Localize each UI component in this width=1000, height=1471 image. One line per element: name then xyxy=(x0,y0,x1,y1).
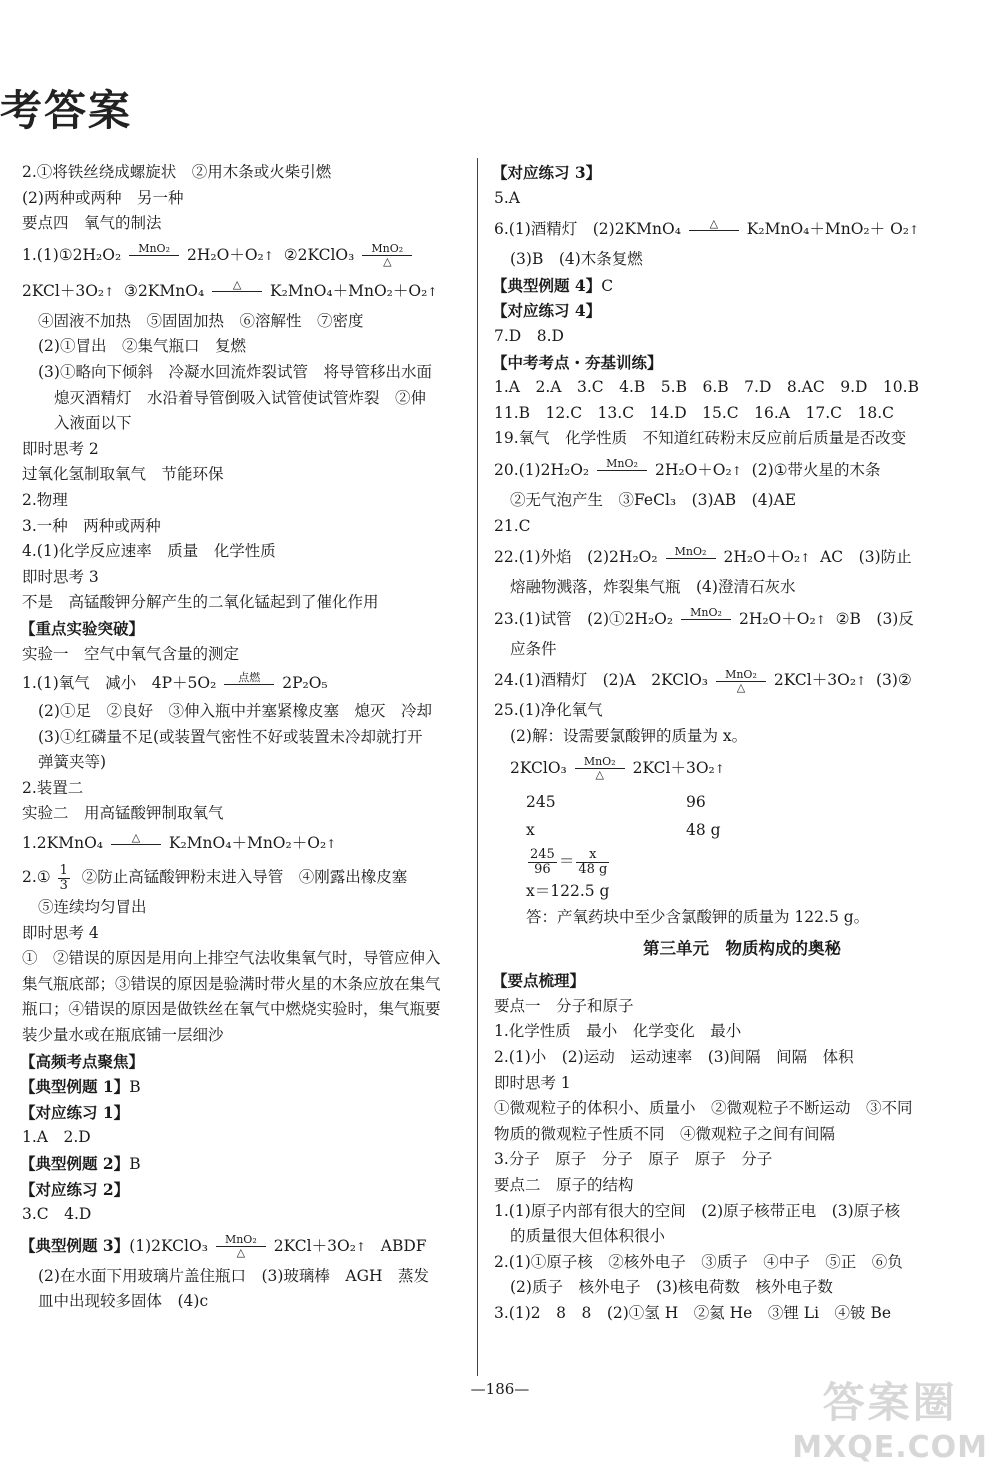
section-heading: 【对应练习 1】 xyxy=(20,1102,130,1122)
answer-line: 5.A xyxy=(494,188,520,207)
answer-line: 4.(1)化学反应速率 质量 化学性质 xyxy=(22,542,276,561)
answer-line: 7.D 8.D xyxy=(494,326,564,345)
answer-line: 应条件 xyxy=(510,639,557,658)
reaction-arrow: 点燃 xyxy=(224,672,274,697)
answer-line: 2.① $\frac{1}{3}$ ②防止高锰酸钾粉末进入导管 ④刚露出橡皮塞 xyxy=(22,862,408,893)
column-divider xyxy=(477,158,478,1376)
equation-line: 【典型例题 3】(1)2KClO₃ MnO₂ △ 2KCl＋3O₂↑ ABDF xyxy=(20,1233,427,1260)
answer-line: 入液面以下 xyxy=(54,414,132,433)
fraction: $\frac{245}{96}$ xyxy=(530,846,555,877)
reaction-arrow: MnO₂ △ xyxy=(362,243,412,268)
equation-line: 2KCl＋3O₂↑ ③2KMnO₄ △ K₂MnO₄＋MnO₂＋O₂↑ xyxy=(20,273,465,309)
page-number: —186— xyxy=(470,1380,530,1398)
unit-heading: 第三单元 物质构成的奥秘 xyxy=(643,939,841,959)
answer-line: (2)质子 核外电子 (3)核电荷数 核外电子数 xyxy=(510,1278,833,1297)
answer-line: 瓶口；④错误的原因是做铁丝在氧气中燃烧实验时，集气瓶要 xyxy=(22,1000,441,1019)
section-heading: 【对应练习 4】 xyxy=(492,301,602,321)
answer-line: 11.B 12.C 13.C 14.D 15.C 16.A 17.C 18.C xyxy=(494,403,895,422)
answer-line: 19.氧气 化学性质 不知道红砖粉末反应前后质量是否改变 xyxy=(494,429,907,448)
equation-line: 23.(1)试管 (2)①2H₂O₂ MnO₂ 2H₂O＋O₂↑ ②B (3)反 xyxy=(492,601,992,637)
answer-line: 装少量水或在瓶底铺一层细沙 xyxy=(22,1026,224,1045)
answer-line: (2)①足 ②良好 ③伸入瓶中并塞紧橡皮塞 熄灭 冷却 xyxy=(38,702,432,721)
answer-line: 2.(1)①原子核 ②核外电子 ③质子 ④中子 ⑤正 ⑥负 xyxy=(494,1252,903,1271)
section-heading: 【中考考点・夯基训练】 xyxy=(492,352,663,372)
answer-line: 25.(1)净化氧气 xyxy=(494,701,603,720)
answer-line: 2.装置二 xyxy=(22,778,84,797)
proportion-line: $\frac{245}{96}$ ＝ $\frac{x}{48 g}$ xyxy=(530,846,608,877)
answer-line: 【典型例题 1】B xyxy=(20,1077,141,1097)
answer-line: 物质的微观粒子性质不同 ④微观粒子之间有间隔 xyxy=(494,1124,836,1143)
stoichiometry-row: x 48 g xyxy=(526,820,721,839)
reaction-arrow: MnO₂ xyxy=(597,458,647,483)
gas-arrow-icon: ↑ xyxy=(714,761,725,776)
answer-line: (3)①略向下倾斜 冷凝水回流炸裂试管 将导管移出水面 xyxy=(38,362,432,381)
answer-line: 21.C xyxy=(494,516,531,535)
reaction-arrow: △ xyxy=(111,832,161,857)
reaction-arrow: MnO₂ xyxy=(666,546,716,571)
answer-line: 过氧化氢制取氧气 节能环保 xyxy=(22,465,224,484)
gas-arrow-icon: ↑ xyxy=(856,674,867,689)
gas-arrow-icon: ↑ xyxy=(909,223,920,238)
thinking-heading: 即时思考 3 xyxy=(22,567,99,586)
answer-line: (3)B (4)木条复燃 xyxy=(510,250,643,269)
section-heading: 【对应练习 3】 xyxy=(492,163,602,182)
thinking-heading: 即时思考 1 xyxy=(494,1073,571,1092)
answer-line: 的质量很大但体积很小 xyxy=(510,1227,666,1246)
equation-line: 1.(1)氧气 减小 4P＋5O₂ 点燃 2P₂O₅ xyxy=(20,667,465,699)
answer-line: 【典型例题 2】B xyxy=(20,1154,141,1173)
answer-line: (2)两种或两种 另一种 xyxy=(22,188,184,207)
answer-line: 2.①将铁丝绕成螺旋状 ②用木条或火柴引燃 xyxy=(22,163,332,181)
answer-line: 3.一种 两种或两种 xyxy=(22,516,161,535)
thinking-heading: 即时思考 4 xyxy=(22,923,99,942)
gas-arrow-icon: ↑ xyxy=(815,612,826,627)
answer-line: 弹簧夹等) xyxy=(38,753,107,772)
section-heading: 要点四 氧气的制法 xyxy=(22,214,162,233)
equation-line: 1.(1)①2H₂O₂ MnO₂ 2H₂O＋O₂↑ ②2KClO₃ MnO₂ △ xyxy=(20,237,465,273)
equation-line: 2KClO₃ MnO₂ △ 2KCl＋3O₂↑ xyxy=(510,755,725,781)
stoichiometry-row: 245 96 xyxy=(526,792,706,811)
section-heading: 要点二 原子的结构 xyxy=(494,1176,634,1195)
section-heading: 实验一 空气中氧气含量的测定 xyxy=(22,644,240,663)
answer-line: ① ②错误的原因是用向上排空气法收集氧气时，导管应伸入 xyxy=(22,949,441,968)
gas-arrow-icon: ↑ xyxy=(731,463,742,478)
reaction-arrow: MnO₂ xyxy=(129,243,179,268)
answer-line: (3)①红磷量不足(或装置气密性不好或装置未冷却就打开 xyxy=(38,727,423,746)
answer-line: ①微观粒子的体积小、质量小 ②微观粒子不断运动 ③不同 xyxy=(494,1099,913,1118)
answer-line: 集气瓶底部；③错误的原因是验满时带火星的木条应放在集气 xyxy=(22,974,441,993)
thinking-heading: 即时思考 2 xyxy=(22,439,99,458)
right-column xyxy=(492,160,992,1327)
watermark-logo: 答案圈 MXQE.COM xyxy=(792,1378,988,1465)
answer-line: 1.A 2.D xyxy=(22,1128,91,1147)
gas-arrow-icon: ↑ xyxy=(800,551,811,566)
equation-line: 24.(1)酒精灯 (2)A 2KClO₃ MnO₂ △ 2KCl＋3O₂↑ (3)② xyxy=(494,667,912,694)
answer-line: ②无气泡产生 ③FeCl₃ (3)AB (4)AE xyxy=(510,490,797,509)
reaction-arrow: △ xyxy=(689,218,739,243)
equation-line: 22.(1)外焰 (2)2H₂O₂ MnO₂ 2H₂O＋O₂↑ AC (3)防止 xyxy=(492,539,992,575)
fraction: $\frac{1}{3}$ xyxy=(59,862,68,893)
section-heading: 【重点实验突破】 xyxy=(20,618,145,638)
answer-line: 2.物理 xyxy=(22,490,68,509)
section-heading: 【高频考点聚焦】 xyxy=(20,1051,145,1071)
page-title: 考答案 xyxy=(0,86,133,135)
gas-arrow-icon: ↑ xyxy=(326,837,337,852)
answer-line: x＝122.5 g xyxy=(526,882,610,901)
answer-line: (2)①冒出 ②集气瓶口 复燃 xyxy=(38,337,246,356)
gas-arrow-icon: ↑ xyxy=(104,284,115,299)
section-heading: 实验二 用高锰酸钾制取氧气 xyxy=(22,804,224,823)
answer-line: ④固液不加热 ⑤固固加热 ⑥溶解性 ⑦密度 xyxy=(38,311,364,330)
answer-line: 答：产氧药块中至少含氯酸钾的质量为 122.5 g。 xyxy=(526,907,870,926)
gas-arrow-icon: ↑ xyxy=(355,1239,366,1254)
answer-line: 皿中出现较多固体 (4)c xyxy=(38,1292,209,1311)
reaction-arrow: MnO₂ △ xyxy=(575,756,625,781)
reaction-arrow: MnO₂ △ xyxy=(216,1234,266,1259)
answer-line: 【典型例题 4】C xyxy=(492,275,614,295)
left-column xyxy=(20,160,465,1315)
reaction-arrow: MnO₂ △ xyxy=(716,669,766,694)
answer-line: 2.(1)小 (2)运动 运动速率 (3)间隔 间隔 体积 xyxy=(494,1048,854,1067)
answer-line: 1.(1)原子内部有很大的空间 (2)原子核带正电 (3)原子核 xyxy=(494,1201,901,1220)
answer-line: 1.A 2.A 3.C 4.B 5.B 6.B 7.D 8.AC 9.D 10.B xyxy=(494,378,919,397)
equation-line: 6.(1)酒精灯 (2)2KMnO₄ △ K₂MnO₄＋MnO₂＋ O₂↑ xyxy=(492,211,992,247)
answer-line: 熄灭酒精灯 水沿着导管倒吸入试管使试管炸裂 ②伸 xyxy=(54,388,427,407)
equation-line: 20.(1)2H₂O₂ MnO₂ 2H₂O＋O₂↑ (2)①带火星的木条 xyxy=(492,452,992,488)
fraction: $\frac{x}{48 g}$ xyxy=(578,846,608,877)
section-heading: 要点一 分子和原子 xyxy=(494,996,634,1015)
answer-line: (2)解：设需要氯酸钾的质量为 x。 xyxy=(510,726,748,745)
answer-line: 3.(1)2 8 8 (2)①氢 H ②氦 He ③锂 Li ④铍 Be xyxy=(494,1304,892,1322)
section-heading: 【要点梳理】 xyxy=(492,971,586,991)
reaction-arrow: MnO₂ xyxy=(681,607,731,632)
reaction-arrow: △ xyxy=(212,279,262,304)
gas-arrow-icon: ↑ xyxy=(427,284,438,299)
answer-line: (2)在水面下用玻璃片盖住瓶口 (3)玻璃棒 AGH 蒸发 xyxy=(38,1266,430,1285)
answer-line: 1.化学性质 最小 化学变化 最小 xyxy=(494,1022,742,1041)
equation-line: 1.2KMnO₄ △ K₂MnO₄＋MnO₂＋O₂↑ xyxy=(20,827,465,859)
answer-line: 3.C 4.D xyxy=(22,1205,92,1224)
section-heading: 【对应练习 2】 xyxy=(20,1179,130,1199)
answer-line: 不是 高锰酸钾分解产生的二氧化锰起到了催化作用 xyxy=(22,593,379,612)
answer-line: ⑤连续均匀冒出 xyxy=(38,898,147,917)
answer-line: 熔融物溅落，炸裂集气瓶 (4)澄清石灰水 xyxy=(510,578,796,597)
gas-arrow-icon: ↑ xyxy=(263,248,274,263)
answer-line: 3.分子 原子 分子 原子 原子 分子 xyxy=(494,1150,773,1169)
